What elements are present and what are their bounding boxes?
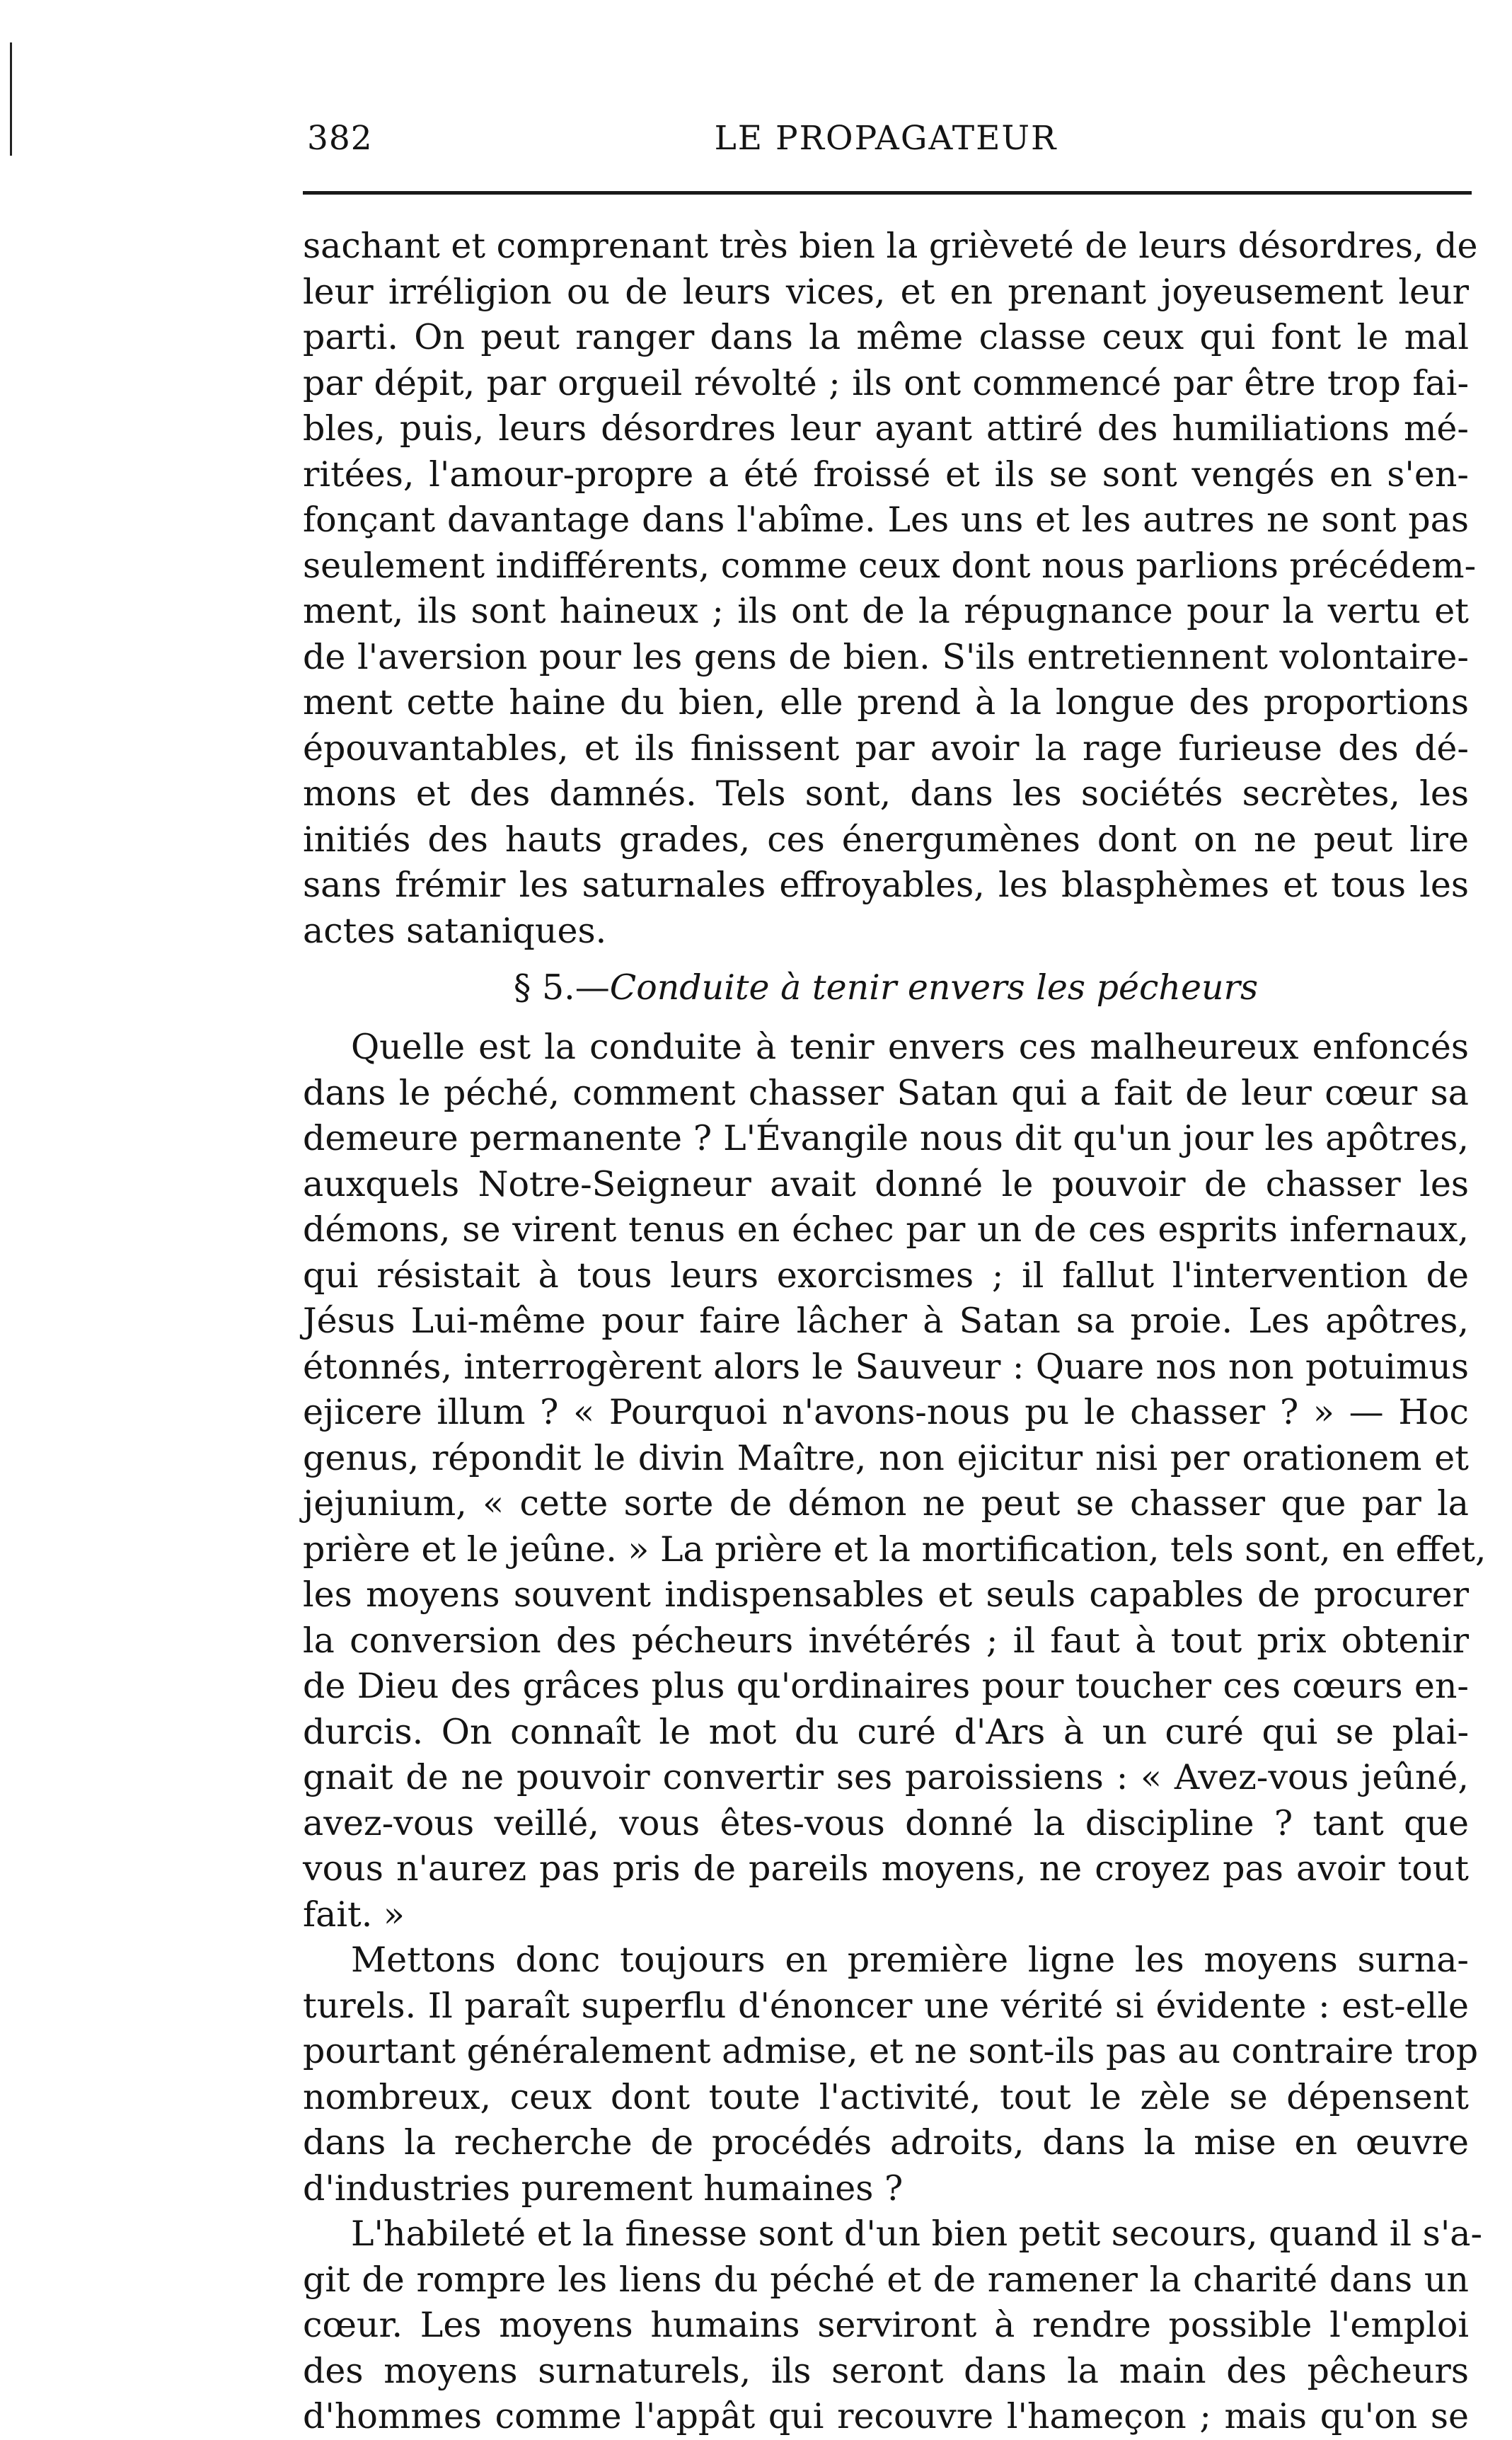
paragraph-4 bbox=[303, 2211, 1483, 2440]
text-line: d'industries purement humaines ? bbox=[303, 2168, 904, 2209]
text-line: fait. » bbox=[303, 1894, 405, 1935]
paragraph-3 bbox=[303, 1938, 1479, 2211]
text-line: durcis. On connaît le mot du curé d'Ars à un curé qui se plai- bbox=[303, 1711, 1469, 1752]
text-line: auxquels Notre-Seigneur avait donné le pouvoir de chasser les bbox=[303, 1163, 1469, 1204]
text-line: turels. Il paraît superflu d'énoncer une vérité si évidente : est-elle bbox=[303, 1985, 1469, 2026]
text-line: gnait de ne pouvoir convertir ses paroissiens : « Avez-vous jeûné, bbox=[303, 1757, 1469, 1797]
paragraph-1 bbox=[303, 224, 1478, 954]
text-line: dans le péché, comment chasser Satan qui a fait de leur cœur sa bbox=[303, 1072, 1469, 1113]
text-line: de l'aversion pour les gens de bien. S'ils entretiennent volontaire- bbox=[303, 636, 1469, 677]
text-line: d'hommes comme l'appât qui recouvre l'hameçon ; mais qu'on se bbox=[303, 2396, 1469, 2436]
text-line: fonçant davantage dans l'abîme. Les uns et les autres ne sont pas bbox=[303, 500, 1469, 540]
text-line: ritées, l'amour-propre a été froissé et ils se sont vengés en s'en- bbox=[303, 454, 1469, 495]
text-line: nombreux, ceux dont toute l'activité, tout le zèle se dépensent bbox=[303, 2076, 1469, 2117]
text-line: jejunium, « cette sorte de démon ne peut se chasser que par la bbox=[303, 1483, 1469, 1524]
text-line: prière et le jeûne. » La prière et la mortification, tels sont, en effet, bbox=[303, 1529, 1487, 1570]
section-title: Conduite à tenir envers les pécheurs bbox=[609, 967, 1259, 1008]
section-number: § 5.— bbox=[513, 967, 610, 1008]
text-line: genus, répondit le divin Maître, non ejicitur nisi per orationem et bbox=[303, 1437, 1469, 1478]
text-line: ment cette haine du bien, elle prend à la longue des proportions bbox=[303, 682, 1469, 723]
page-body bbox=[303, 224, 1487, 2440]
text-line: L'habileté et la finesse sont d'un bien petit secours, quand il s'a- bbox=[351, 2214, 1483, 2254]
text-line: ment, ils sont haineux ; ils ont de la répugnance pour la vertu et bbox=[303, 591, 1469, 631]
text-line: vous n'aurez pas pris de pareils moyens, ne croyez pas avoir tout bbox=[303, 1848, 1469, 1889]
text-line: qui résistait à tous leurs exorcismes ; il fallut l'intervention de bbox=[303, 1255, 1469, 1296]
text-line: étonnés, interrogèrent alors le Sauveur : Quare nos non potuimus bbox=[303, 1346, 1469, 1387]
text-line: demeure permanente ? L'Évangile nous dit qu'un jour les apôtres, bbox=[303, 1118, 1469, 1158]
text-line: Quelle est la conduite à tenir envers ces malheureux enfoncés bbox=[351, 1027, 1469, 1067]
paragraph-2 bbox=[303, 1025, 1487, 1938]
text-line: sachant et comprenant très bien la grièveté de leurs désordres, de bbox=[303, 226, 1478, 266]
header-rule bbox=[303, 191, 1472, 195]
text-line: cœur. Les moyens humains serviront à rendre possible l'emploi bbox=[303, 2305, 1469, 2345]
text-line: la conversion des pécheurs invétérés ; il faut à tout prix obtenir bbox=[303, 1620, 1469, 1661]
text-line: leur irréligion ou de leurs vices, et en prenant joyeusement leur bbox=[303, 271, 1469, 312]
text-line: initiés des hauts grades, ces énergumènes dont on ne peut lire bbox=[303, 819, 1469, 860]
text-line: Jésus Lui-même pour faire lâcher à Satan sa proie. Les apôtres, bbox=[303, 1301, 1469, 1341]
page-number: 382 bbox=[307, 119, 373, 158]
text-line: épouvantables, et ils finissent par avoir la rage furieuse des dé- bbox=[303, 727, 1469, 769]
scan-edge-mark bbox=[10, 42, 12, 156]
text-line: parti. On peut ranger dans la même classe ceux qui font le mal bbox=[303, 317, 1469, 357]
text-line: de Dieu des grâces plus qu'ordinaires pour toucher ces cœurs en- bbox=[303, 1666, 1469, 1706]
text-line: ejicere illum ? « Pourquoi n'avons-nous pu le chasser ? » — Hoc bbox=[303, 1392, 1469, 1432]
text-line: git de rompre les liens du péché et de ramener la charité dans un bbox=[303, 2259, 1469, 2300]
text-line: les moyens souvent indispensables et seuls capables de procurer bbox=[303, 1575, 1469, 1615]
section-heading bbox=[303, 954, 1469, 1025]
text-line: des moyens surnaturels, ils seront dans la main des pêcheurs bbox=[303, 2350, 1469, 2391]
text-line: seulement indifférents, comme ceux dont nous parlions précédem- bbox=[303, 545, 1477, 586]
running-title: LE PROPAGATEUR bbox=[714, 119, 1058, 158]
text-line: bles, puis, leurs désordres leur ayant attiré des humiliations mé- bbox=[303, 408, 1469, 449]
text-line: Mettons donc toujours en première ligne les moyens surna- bbox=[351, 1940, 1469, 1980]
text-line: mons et des damnés. Tels sont, dans les sociétés secrètes, les bbox=[303, 773, 1469, 814]
text-line: démons, se virent tenus en échec par un de ces esprits infernaux, bbox=[303, 1209, 1469, 1250]
text-line: par dépit, par orgueil révolté ; ils ont commencé par être trop fai- bbox=[303, 362, 1469, 403]
text-line: dans la recherche de procédés adroits, dans la mise en œuvre bbox=[303, 2122, 1469, 2163]
text-line: avez-vous veillé, vous êtes-vous donné la discipline ? tant que bbox=[303, 1802, 1469, 1843]
text-line: sans frémir les saturnales effroyables, les blasphèmes et tous les bbox=[303, 865, 1469, 905]
text-line: actes sataniques. bbox=[303, 910, 607, 951]
text-line: pourtant généralement admise, et ne sont-ils pas au contraire trop bbox=[303, 2031, 1479, 2071]
page-header bbox=[303, 112, 1469, 168]
